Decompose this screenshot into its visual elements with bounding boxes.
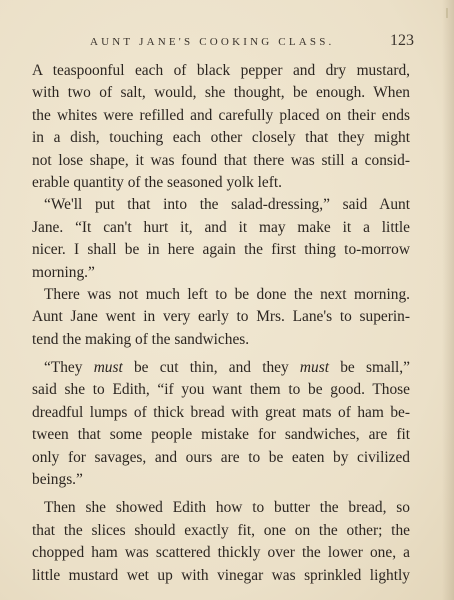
text-line: beings.”: [32, 471, 83, 489]
text-line: with two of salt, would, she thought, be enough. When: [32, 84, 410, 102]
text-line: There was not much left to be done the next morning.: [44, 285, 410, 303]
text-line: tween that some people mistake for sandwiches, are fit: [32, 426, 410, 444]
text-line: Jane. “It can't hurt it, and it may make it a little: [32, 218, 410, 236]
emphasis-text: must: [299, 359, 329, 377]
text-line: dreadful lumps of thick bread with great mats of ham be-: [32, 403, 410, 421]
page-edge-shadow: [442, 0, 454, 600]
text-line: said she to Edith, “if you want them to be good. Those: [32, 381, 410, 399]
text-line: “We'll put that into the salad-dressing,” said Aunt: [44, 196, 410, 214]
body-text: [32, 60, 410, 587]
text-line: tend the making of the sandwiches.: [32, 330, 250, 348]
text-segment: be cut thin, and they: [122, 359, 300, 377]
text-segment: “They: [44, 359, 94, 377]
running-head: [30, 34, 414, 54]
text-line: Aunt Jane went in very early to Mrs. Lane's to superin-: [32, 308, 410, 326]
text-line: chopped ham was scattered thickly over the lower one, a: [32, 544, 410, 562]
page-edge-mark: [446, 8, 448, 18]
text-line: erable quantity of the seasoned yolk left.: [32, 173, 283, 191]
text-line: in a dish, touching each other closely that they might: [32, 129, 410, 147]
text-line: nicer. I shall be in here again the first thing to-morrow: [32, 241, 410, 259]
text-segment: be small,”: [329, 359, 410, 377]
text-line: A teaspoonful each of black pepper and dry mustard,: [32, 62, 410, 79]
text-line-with-emphasis: [32, 357, 410, 379]
text-line: the whites were refilled and carefully placed on their ends: [32, 106, 410, 124]
text-line: only for savages, and ours are to be eaten by civilized: [32, 448, 410, 466]
text-line: little mustard wet up with vinegar was sprinkled lightly: [32, 566, 410, 584]
text-line: Then she showed Edith how to butter the bread, so: [44, 499, 410, 517]
emphasis-text: must: [93, 359, 123, 377]
text-line: morning.”: [32, 263, 95, 281]
text-line: that the slices should exactly fit, one on the other; the: [32, 521, 410, 539]
page-number: 123: [390, 32, 414, 49]
text-line: not lose shape, it was found that there was still a consid-: [32, 151, 410, 169]
running-title: AUNT JANE'S COOKING CLASS.: [90, 36, 335, 48]
